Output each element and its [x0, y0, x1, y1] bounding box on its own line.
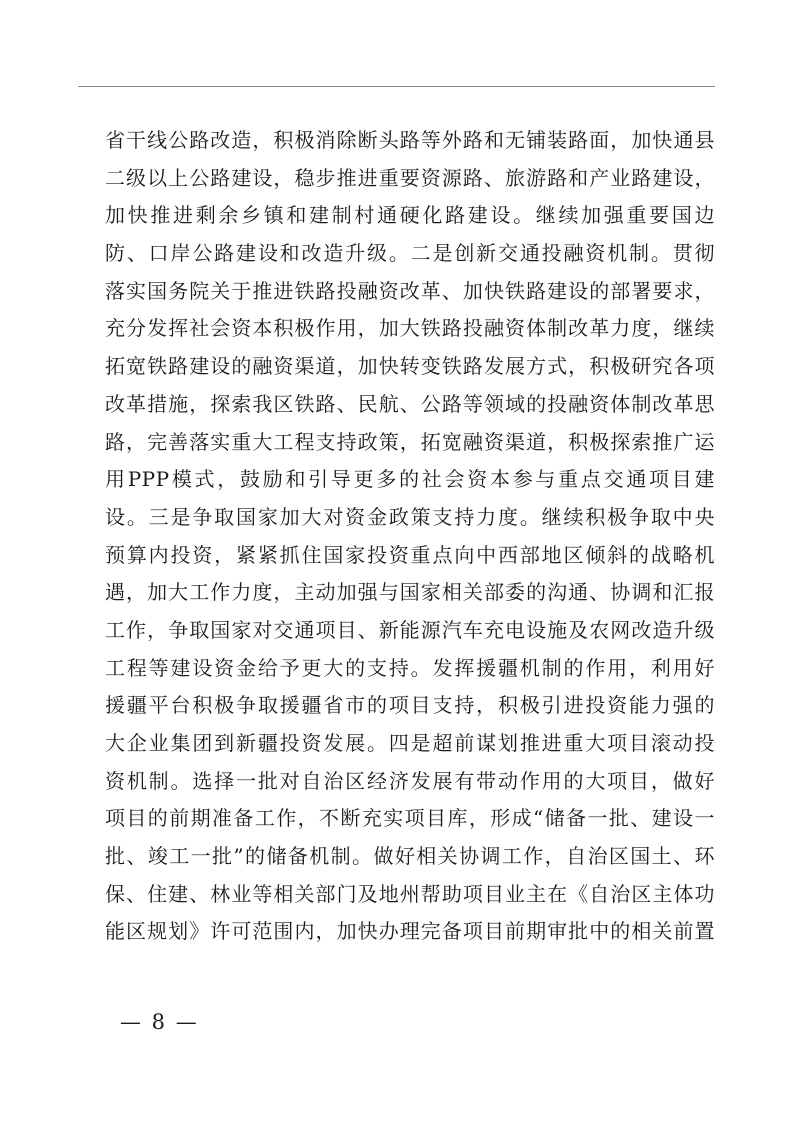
text-line: 加快推进剩余乡镇和建制村通硬化路建设。继续加强重要国边 [105, 203, 715, 228]
text-line: 设。三是争取国家加大对资金政策支持力度。继续积极争取中央 [105, 504, 715, 529]
text-line: 遇，加大工作力度，主动加强与国家相关部委的沟通、协调和汇报 [105, 580, 715, 605]
page-number: — 8 — [120, 1010, 199, 1034]
text-line: 大企业集团到新疆投资发展。四是超前谋划推进重大项目滚动投 [105, 731, 715, 755]
text-line: 批、竣工一批”的储备机制。做好相关协调工作，自治区国土、环 [105, 844, 715, 869]
text-line: 省干线公路改造，积极消除断头路等外路和无铺装路面，加快通县 [105, 128, 715, 152]
text-line: 资机制。选择一批对自治区经济发展有带动作用的大项目，做好 [105, 768, 715, 793]
text-line: 预算内投资，紧紧抓住国家投资重点向中西部地区倾斜的战略机 [105, 542, 715, 567]
text-line: 工作，争取国家对交通项目、新能源汽车充电设施及农网改造升级 [105, 617, 715, 642]
text-line: 援疆平台积极争取援疆省市的项目支持，积极引进投资能力强的 [105, 693, 715, 718]
text-line: 改革措施，探索我区铁路、民航、公路等领域的投融资体制改革思 [105, 391, 715, 416]
text-line: 路，完善落实重大工程支持政策，拓宽融资渠道，积极探索推广运 [105, 429, 715, 454]
text-line: 二级以上公路建设，稳步推进重要资源路、旅游路和产业路建设， [105, 165, 715, 190]
text-line: 充分发挥社会资本积极作用，加大铁路投融资体制改革力度，继续 [105, 316, 715, 341]
text-line: 防、口岸公路建设和改造升级。二是创新交通投融资机制。贯彻 [105, 241, 715, 266]
text-line: 用PPP模式，鼓励和引导更多的社会资本参与重点交通项目建 [105, 467, 715, 492]
body-text [105, 122, 715, 951]
text-line: 能区规划》许可范围内，加快办理完备项目前期审批中的相关前置 [105, 919, 715, 944]
text-line: 项目的前期准备工作，不断充实项目库，形成“储备一批、建设一 [105, 806, 715, 831]
text-line: 拓宽铁路建设的融资渠道，加快转变铁路发展方式，积极研究各项 [105, 354, 715, 379]
text-line: 落实国务院关于推进铁路投融资改革、加快铁路建设的部署要求， [105, 278, 715, 303]
header-rule [78, 86, 715, 87]
text-line: 工程等建设资金给予更大的支持。发挥援疆机制的作用，利用好 [105, 655, 715, 680]
text-line: 保、住建、林业等相关部门及地州帮助项目业主在《自治区主体功 [105, 881, 715, 906]
